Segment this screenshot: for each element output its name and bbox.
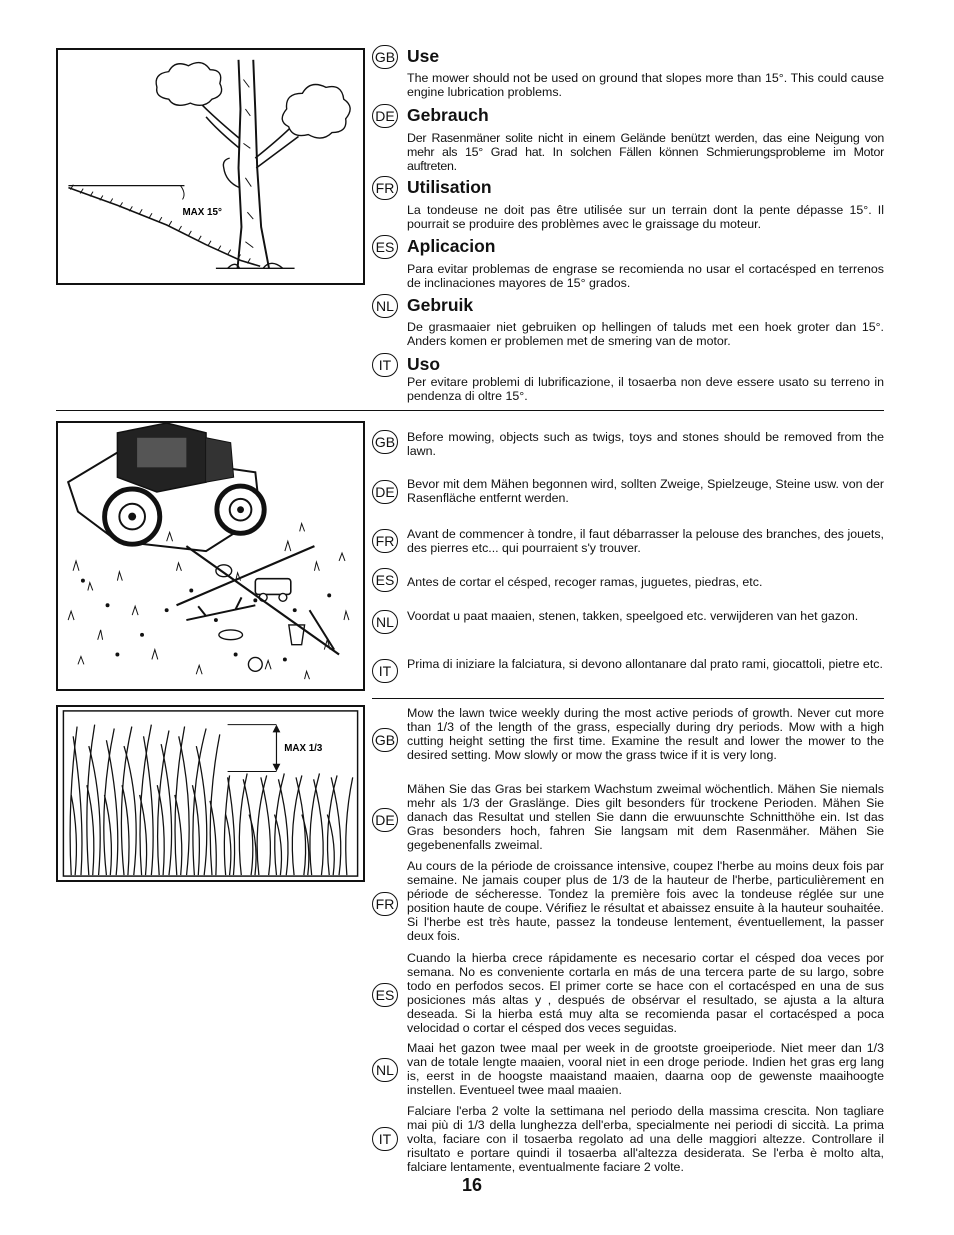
text-mowing-gb: Mow the lawn twice weekly during the most active periods of growth. Never cut more than 1/3 of the length of the grass, especially during dry periods. Mow with a high cutting height setting the first time. Examine the result and lower the mower to the desired setting. Mow slowly or mow the grass twice if it is very long. xyxy=(407,706,884,762)
text-mowing-de: Mähen Sie das Gras bei starkem Wachstum zweimal wöchentlich. Mähen Sie niemals mehr als 1/3 der Graslänge. Dies gilt besonders für trockene Perioden. Mähen Sie danach das Resultat und stellen Sie dann die erwuunschte Schnitthöhe ein. Ist das Gras besonders hoch, fahren Sie langsam mit dem Rasenmäher. Mähen Sie gegebenenfalls zweimal. xyxy=(407,782,884,852)
lang-badge-gb: GB xyxy=(372,728,398,752)
lang-badge-gb: GB xyxy=(372,430,398,454)
section-divider-thin xyxy=(372,698,884,699)
text-debris-de: Bevor mit dem Mähen begonnen wird, sollten Zweige, Spielzeuge, Steine usw. von der Rasenfläche entfernt werden. xyxy=(407,477,884,505)
lang-badge-fr: FR xyxy=(372,529,398,553)
page-number: 16 xyxy=(462,1175,483,1195)
text-use-gb: The mower should not be used on ground that slopes more than 15°. This could cause engine lubrication problems. xyxy=(407,71,884,99)
text-use-nl: De grasmaaier niet gebruiken op hellingen of taluds met een hoek groter dan 15°. Anders komen er problemen met de smering van de motor. xyxy=(407,320,884,348)
lang-badge-fr: FR xyxy=(372,176,398,200)
lang-badge-it: IT xyxy=(372,659,398,683)
heading-use-fr: Utilisation xyxy=(407,177,492,197)
heading-use-nl: Gebruik xyxy=(407,295,474,315)
text-debris-fr: Avant de commencer à tondre, il faut débarrasser la pelouse des branches, des jouets, des pierres etc... qui pourraient s'y trouver. xyxy=(407,527,884,555)
heading-use-gb: Use xyxy=(407,46,440,66)
text-debris-es: Antes de cortar el césped, recoger ramas, juguetes, piedras, etc. xyxy=(407,575,763,589)
heading-use-it: Uso xyxy=(407,354,441,374)
text-use-fr: La tondeuse ne doit pas être utilisée sur un terrain dont la pente dépasse 15°. Il pourrait se produire des problèmes avec le graissage du moteur. xyxy=(407,203,884,231)
lang-badge-de: DE xyxy=(372,480,398,504)
text-debris-nl: Voordat u paat maaien, stenen, takken, speelgoed etc. verwijderen van het gazon. xyxy=(407,609,859,623)
lang-badge-de: DE xyxy=(372,808,398,832)
lang-badge-nl: NL xyxy=(372,1058,398,1082)
lang-badge-gb: GB xyxy=(372,45,398,69)
grass-max-label: MAX 1/3 xyxy=(284,742,323,754)
text-debris-gb: Before mowing, objects such as twigs, toys and stones should be removed from the lawn. xyxy=(407,430,884,458)
heading-use-de: Gebrauch xyxy=(407,105,489,125)
mower-debris-drawing xyxy=(58,423,363,689)
heading-use-es: Aplicacion xyxy=(407,236,496,256)
text-debris-it: Prima di iniziare la falciatura, si devono allontanare dal prato rami, giocattoli, pietre etc. xyxy=(407,657,883,671)
lang-badge-nl: NL xyxy=(372,294,398,318)
grass-height-drawing xyxy=(58,707,363,880)
text-mowing-es: Cuando la hierba crece rápidamente es necesario cortar el césped doa veces por semana. No es conveniente cortarla en más de una tercera parte de su largo, sobre todo en perfodos secos. El primer corte se hace con el cortacésped en una de sus posiciones más altas y , después de obsérvar el resultado, se ajusta a la altura deseada. Si la hierba está muy alta se recomienda pasar el cortacésped a poca velocidad o cortar el césped dos veces seguidas. xyxy=(407,951,884,1035)
slope-max-label: MAX 15° xyxy=(182,207,222,219)
slope-tree-drawing xyxy=(58,50,363,283)
lang-badge-fr: FR xyxy=(372,892,398,916)
text-mowing-it: Falciare l'erba 2 volte la settimana nel periodo della massima crescita. Non tagliare mai più di 1/3 della lunghezza dell'erba, specialmente nei periodi di siccità. La prima volta, faciare con il tosaerba regolato ad una delle maggiori altezze. Controllare il risultato e portare quindi il tosaerba all'altezza desiderata. Se l'erba è molto alta, falciare lentamente, eventualmente faciare 2 volte. xyxy=(407,1104,884,1174)
lang-badge-es: ES xyxy=(372,568,398,592)
lang-badge-it: IT xyxy=(372,1127,398,1151)
text-mowing-nl: Maai het gazon twee maal per week in de grootste groeiperiode. Niet meer dan 1/3 van de totale lengte maaien, vooral niet in een droge periode. Indien het gras erg lang is, eerst in de hoogste maaistand maaien, daarna oop de gewenste maaihoogte instellen. Eventueel twee maal maaien. xyxy=(407,1041,884,1097)
mower-debris-illustration xyxy=(56,421,365,691)
section-divider xyxy=(56,410,884,411)
text-use-it: Per evitare problemi di lubrificazione, il tosaerba non deve essere usato su terreno in pendenza di oltre 15°. xyxy=(407,375,884,403)
lang-badge-es: ES xyxy=(372,235,398,259)
lang-badge-nl: NL xyxy=(372,610,398,634)
lang-badge-de: DE xyxy=(372,104,398,128)
grass-height-illustration xyxy=(56,705,365,882)
text-use-es: Para evitar problemas de engrase se recomienda no usar el cortacésped en terrenos de inclinaciones mayores de 15° grados. xyxy=(407,262,884,290)
text-use-de: Der Rasenmäner solite nicht in einem Gelände benützt werden, das eine Neigung von mehr als 15° Grad hat. In solchen Fällen können Schmierungsprobleme im Motor auftreten. xyxy=(407,131,884,173)
slope-illustration xyxy=(56,48,365,285)
lang-badge-es: ES xyxy=(372,983,398,1007)
text-mowing-fr: Au cours de la période de croissance intensive, coupez l'herbe au moins deux fois par semaine. Ne jamais couper plus de 1/3 de la hauteur de l'herbe, particulièrement en période de sécheresse. Tondez la première fois avec la tondeuse réglée sur une position haute de coupe. Vérifiez le résultat et abaissez ensuite à la hauteur souhaitée. Si l'herbe est très haute, passez la tondeuse lentement, éventuellement, la passer deux fois. xyxy=(407,859,884,943)
lang-badge-it: IT xyxy=(372,353,398,377)
